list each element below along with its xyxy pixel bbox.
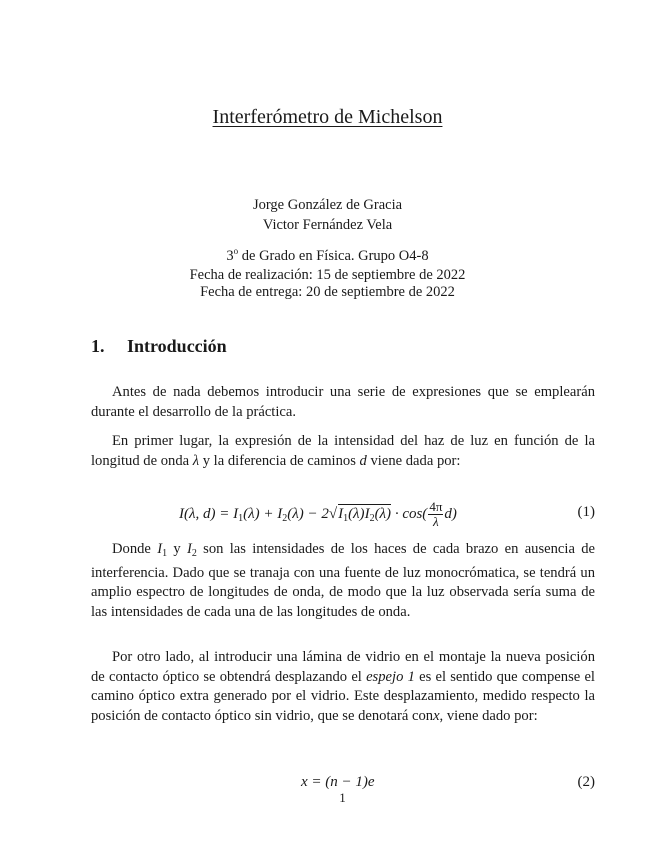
section-heading <box>91 336 227 357</box>
equation-2-number: (2) <box>577 774 595 790</box>
paragraph-glass-plate: Por otro lado, al introducir una lámina de vidrio en el montaje la nueva posición de contacto óptico se obtendrá desplazando el espejo 1 es el sentido que compense el camino óptico extra generado por el vidrio. Este desplazamiento, medido respecto la posición de contacto óptico sin vidrio, que se denotará conx, viene dado por: <box>91 649 595 724</box>
paragraph-intensity: En primer lugar, la expresión de la intensidad del haz de luz en función de la longitud de onda λ y la diferencia de caminos d viene dada por: <box>91 433 595 469</box>
author-2: Victor Fernández Vela <box>262 217 393 233</box>
section-number: 1. <box>91 336 105 356</box>
equation-1-number: (1) <box>577 504 595 520</box>
equation-1 <box>91 498 595 528</box>
realization-date: Fecha de realización: 15 de septiembre de 2022 <box>189 267 466 283</box>
page-number: 1 <box>339 790 346 805</box>
paragraph-intensities: Donde $I_1$ y $I_2$ son las intensidades de los haces de cada brazo en ausencia de interferencia. Dado que se tranaja con una fuente de luz monocrómatica, se tendrá un amplio espectro de longitudes de onda, de modo que la luz observada sería suma de las intensidades de cada una de las longitudes de onda. <box>91 541 596 620</box>
equation-1-body: I(λ, $d) = I_1(\lambda) + I_2(\lambda) - 2√I_1(\lambda)I_2(\lambda) \cdot \cos$( $\frac{4\pi}{\lambda}$ d) <box>179 499 457 529</box>
equation-2-body: x = (n − 1)e <box>301 774 375 790</box>
document-title: Interferómetro de Michelson <box>212 106 443 128</box>
section-title: Introducción <box>127 336 227 356</box>
course-line: 3$^o$ de Grado en Física. Grupo O4-8 <box>226 246 429 264</box>
paragraph-intro: Antes de nada debemos introducir una serie de expresiones que se emplearán durante el desarrollo de la práctica. <box>91 384 595 420</box>
author-1: Jorge González de Gracia <box>252 197 403 213</box>
delivery-date: Fecha de entrega: 20 de septiembre de 2022 <box>200 284 455 300</box>
